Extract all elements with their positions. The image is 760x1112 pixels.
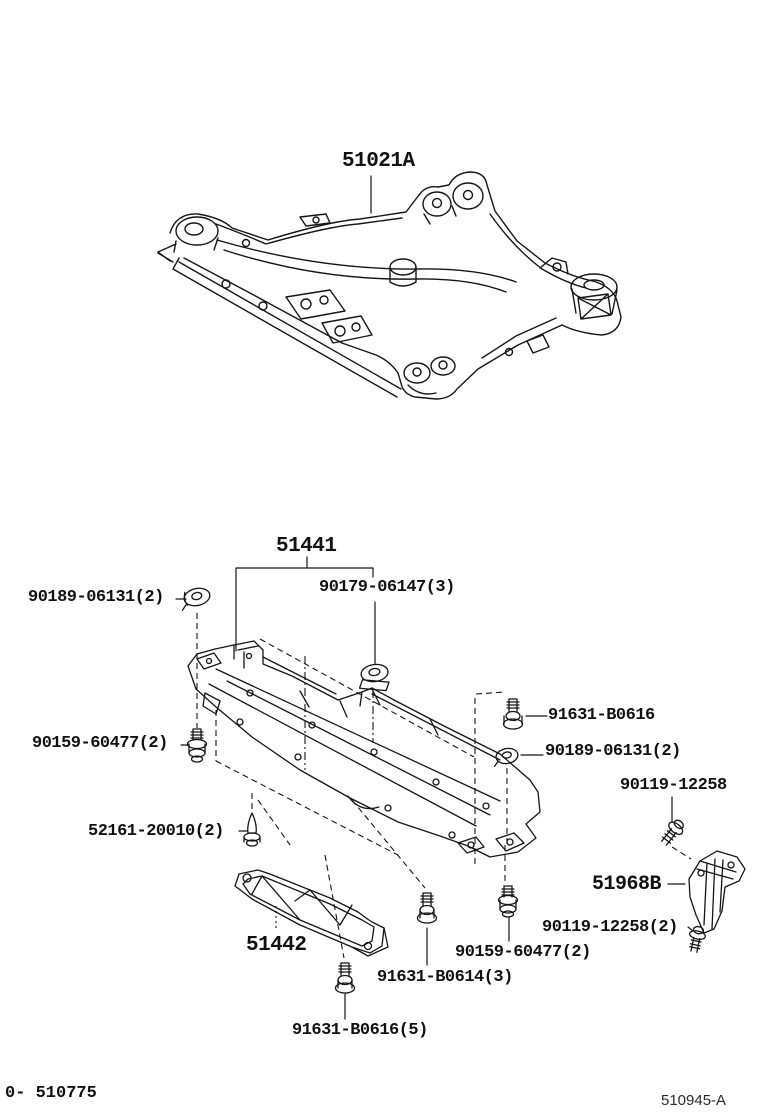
- part-label-bolt-b0616-5: 91631-B0616(5): [292, 1021, 428, 1040]
- clip-90189-right: [492, 747, 519, 767]
- part-label-clip-center: 90179-06147(3): [319, 578, 455, 597]
- part-label-bolt-b0614: 91631-B0614(3): [377, 968, 513, 987]
- part-label-bolt-bracket-upper: 90119-12258: [620, 776, 727, 795]
- part-label-clip-left: 90189-06131(2): [28, 588, 164, 607]
- part-label-clip-right: 90189-06131(2): [545, 742, 681, 761]
- bolt-90119-12258-2: [686, 925, 707, 953]
- dashed-construction-lines: [197, 613, 691, 958]
- figure-code: 0- 510775: [5, 1084, 97, 1103]
- page-reference-code: 510945-A: [661, 1092, 727, 1109]
- crossmember-51021A-drawing: [158, 172, 621, 399]
- bolt-91631-B0614: [418, 893, 437, 923]
- part-label-bolt-right: 91631-B0616: [548, 706, 655, 725]
- clip-52161: [244, 813, 260, 846]
- part-label-bolt-bracket-lower: 90119-12258(2): [542, 918, 678, 937]
- screw-90159-right: [499, 886, 518, 917]
- part-label-under-cover-plate: 51442: [246, 934, 307, 957]
- bolt-91631-B0616: [504, 699, 523, 729]
- part-label-clip-lower-left: 52161-20010(2): [88, 822, 224, 841]
- part-label-crossmember: 51021A: [342, 150, 415, 173]
- part-label-screw-left: 90159-60477(2): [32, 734, 168, 753]
- under-cover-51441-drawing: [188, 641, 540, 857]
- bracket-51968B-drawing: [689, 851, 745, 933]
- clip-90189-left: [179, 586, 212, 610]
- part-label-screw-right: 90159-60477(2): [455, 943, 591, 962]
- clip-90179: [357, 663, 391, 694]
- screw-90159-left: [188, 729, 207, 762]
- part-label-bracket: 51968B: [592, 873, 662, 896]
- part-label-under-cover: 51441: [276, 535, 337, 558]
- bolt-91631-B0616-5: [336, 963, 355, 993]
